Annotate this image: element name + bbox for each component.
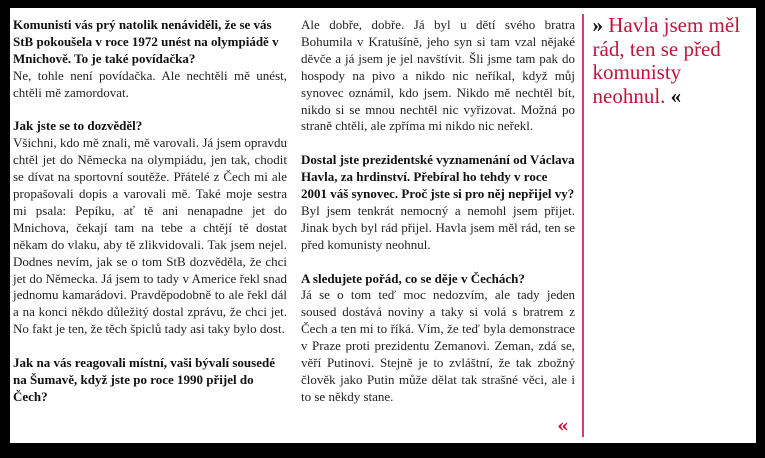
interview-answer: Všichni, kdo mě znali, mě varovali. Já jsem opravdu chtěl jet do Německa na olympiádu, jen tak, chodit se dívat na sportovní soutěže. Přátelé z Čech mi ale propašovali dopis a varovali mě. Také moje sestra mi psala: Pepíku, ať tě ani nenapadne jet do Mnichova, čekají tam na tebe a chtějí tě dostat někam do vlaku, aby tě zlikvidovali. Tak jsem nejel. Dodnes nevím, jak se o tom StB dozvěděla, že chci jet do Německa. Já jsem to tady v Americe řekl snad jednomu kamarádovi. Pravděpodobně to ale řekl dál a na konci někdo důležitý dostal zprávu, že chci jet. No fakt je ten, že těch špiclů tady asi taky bylo dost. bbox=[13, 135, 287, 337]
interview-answer: Ne, tohle není povídačka. Ale nechtěli mě unést, chtěli mě zamordovat. bbox=[13, 67, 287, 100]
interview-question: Jak jste se to dozvěděl? bbox=[13, 118, 143, 134]
interview-question: A sledujete pořád, co se děje v Čechách? bbox=[301, 270, 525, 286]
column-divider bbox=[582, 14, 584, 437]
quote-open-mark: » bbox=[592, 13, 603, 37]
interview-question: Jak na vás reagovali místní, vaši bývalí sousedé na Šumavě, když jste po roce 1990 přijel do Čech? bbox=[13, 355, 275, 404]
article-column-1 bbox=[13, 17, 287, 437]
article-column-2 bbox=[301, 17, 575, 437]
article-page bbox=[10, 8, 756, 443]
interview-question: Komunisti vás prý natolik nenáviděli, že se vás StB pokoušela v roce 1972 unést na olympiádě v Mnichově. To je také povídačka? bbox=[13, 17, 279, 66]
pullquote bbox=[593, 14, 753, 437]
quote-close-mark: « bbox=[670, 83, 682, 108]
pullquote-text: Havla jsem měl rád, ten se před komunisty neohnul. bbox=[592, 13, 741, 108]
interview-answer: Byl jsem tenkrát nemocný a nemohl jsem přijet. Jinak bych byl rád přijel. Havla jsem měl rád, ten se před komunisty neohnul. bbox=[301, 202, 575, 252]
interview-answer: Já se o tom teď moc nedozvím, ale tady jeden soused dostává noviny a taky si volá s bratrem z Čech a ten mi to říká. Vím, že teď byla demonstrace v Praze proti prezidentu Zemanovi. Zeman, zdá se, věří Putinovi. Stejně je to zvláštní, že tak zbožný člověk jako Putin může dělat tak strašné věci, ale i to se někdy stane. bbox=[301, 287, 575, 404]
interview-question: Dostal jste prezidentské vyznamenání od Václava Havla, za hrdinství. Přebíral ho tehdy v roce 2001 váš synovec. Proč jste si pro něj nepřijel vy? bbox=[301, 152, 575, 202]
interview-answer: Ale dobře, dobře. Já byl u dětí svého bratra Bohumila v Kratušíně, jeho syn si tam vzal nějaké děvče a já jsem je jel navštívit. Šli jsme tam pak do hospody na pivo a nikdo nic neříkal, když můj synovec oznámil, kdo jsem. Nikdo mě nechtěl bít, nikdo si se mnou nechtěl nic vyřizovat. Možná po straně chtěli, ale zpříma mi nikdo nic neřekl. bbox=[301, 17, 575, 134]
article-end-mark: « bbox=[557, 414, 569, 437]
